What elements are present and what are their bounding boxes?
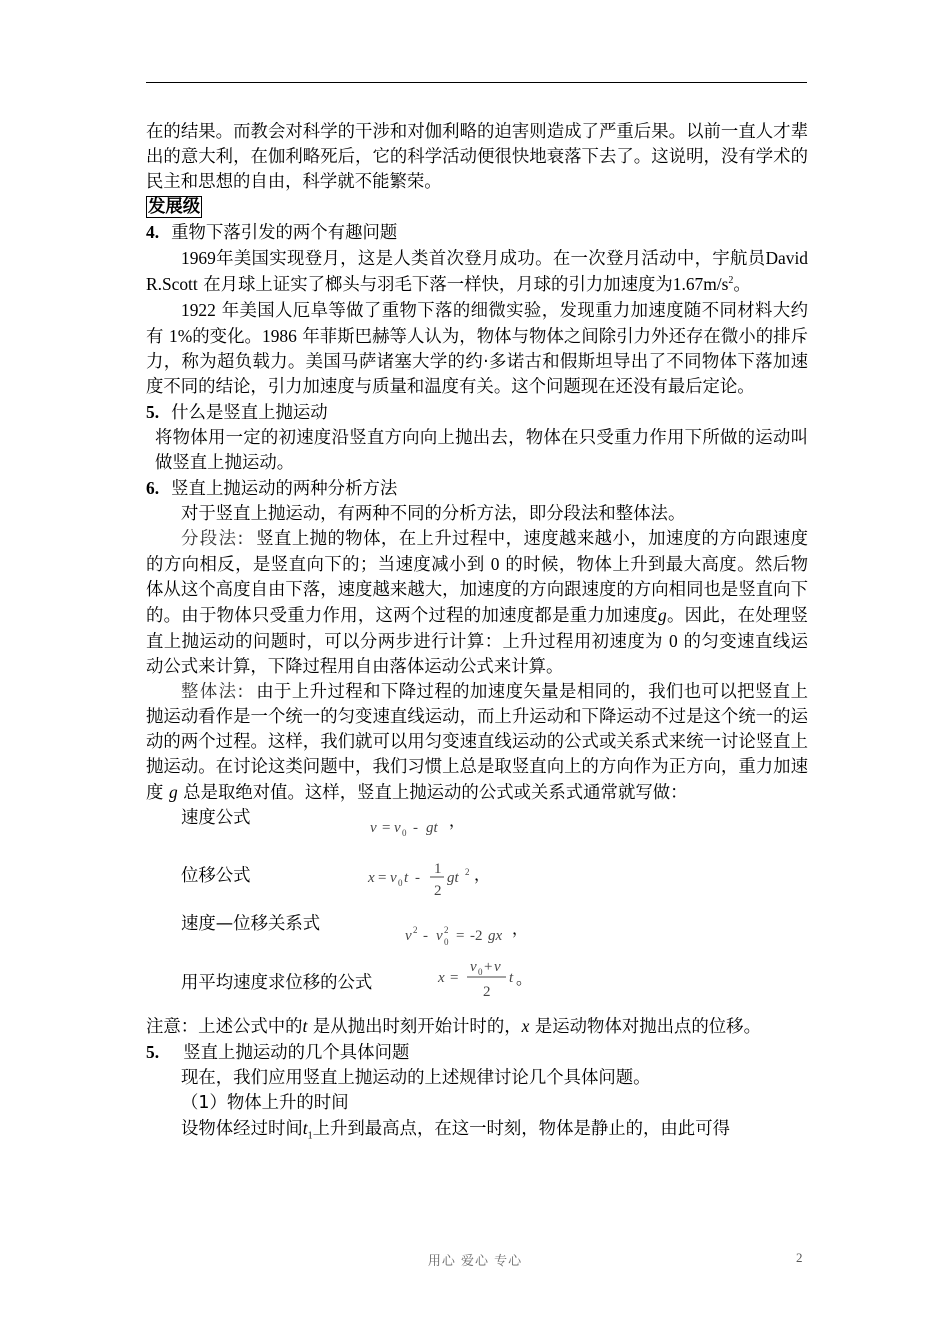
formula-average-velocity-row: [146, 959, 808, 1014]
section-heading-5b: 5. 竖直上抛运动的几个具体问题: [146, 1042, 410, 1063]
formula-average-velocity: [436, 950, 556, 1010]
svg-text:2: 2: [413, 925, 418, 935]
paragraph-apply: 现在，我们应用竖直上抛运动的上述规律讨论几个具体问题。: [181, 1068, 651, 1088]
paragraph-rise-time: 设物体经过时间$t_1$上升到最高点，在这一时刻，物体是静止的，由此可得: [181, 1118, 730, 1142]
svg-text:v: v: [394, 820, 401, 836]
svg-text:-: -: [415, 870, 420, 886]
svg-text:。: 。: [516, 969, 533, 988]
svg-text:v: v: [390, 870, 397, 886]
paragraph-conclusion: 在的结果。而教会对科学的干涉和对伽利略的迫害则造成了严重后果。以前一直人才辈出的意大利，在伽利略死后，它的科学活动便很快地衰落下去了。这说明，没有学术的民主和思想的自由，科学就不能繁荣。: [146, 122, 808, 192]
document-body: [146, 120, 808, 1142]
svg-text:-2: -2: [470, 928, 483, 944]
paragraph-two-methods: 对于竖直上抛运动，有两种不同的分析方法，即分段法和整体法。: [181, 504, 686, 524]
svg-text:x: x: [438, 970, 445, 986]
header-rule: [146, 82, 807, 83]
paragraph-whole-method: 整体法: 由于上升过程和下降过程的加速度矢量是相同的，我们也可以把竖直上抛运动看作是一个统一的匀变速直线运动，而上升运动和下降运动不过是这个统一的运动的两个过程。这样，我们就可以用匀变速直线运动的公式或关系式来统一讨论竖直上抛运动。在讨论这类问题中，我们习惯上总是取竖直向上的方向作为正方向，重力加速度 g 总是取绝对值。这样，竖直上抛运动的公式或关系式通常就写做：: [146, 682, 808, 803]
level-label: 发展级: [148, 197, 201, 217]
svg-text:+: +: [484, 959, 493, 975]
footer-slogan: 用心 爱心 专心: [427, 1254, 523, 1269]
formula-average-velocity-label: 用平均速度求位移的公式: [181, 973, 373, 993]
svg-text:v: v: [494, 959, 501, 975]
formula-velocity-displacement-label: 速度—位移关系式: [181, 914, 321, 934]
svg-text:-: -: [423, 928, 428, 944]
formula-velocity-displacement: [402, 920, 542, 954]
svg-text:gx: gx: [488, 928, 503, 944]
paragraph-moon-landing: 1969年美国实现登月，这是人类首次登月成功。在一次登月活动中，宇航员David R.Scott 在月球上证实了榔头与羽毛下落一样快，月球的引力加速度为$1.67m/s^2$。: [146, 248, 808, 295]
svg-text:，: ，: [512, 920, 529, 938]
paragraph-segment-method: 分段法: 竖直上抛的物体，在上升过程中，速度越来越小，加速度的方向跟速度的方向相反，是竖直向下的；当速度减小到 0 的时候，物体上升到最大高度。然后物体从这个高度自由下落，速度越来越大，加速度的方向跟速度的方向相同也是竖直向下的。由于物体只受重力作用，这两个过程的加速度都是重力加速度g。因此，在处理竖直上抛运动的问题时，可以分两步进行计算：上升过程用初速度为 0 的匀变速直线运动公式来计算，下降过程用自由落体运动公式来计算。: [146, 529, 808, 677]
svg-text:gt: gt: [447, 870, 459, 886]
svg-text:v: v: [370, 820, 377, 836]
svg-text:2: 2: [465, 867, 470, 877]
svg-text:0: 0: [478, 967, 483, 977]
svg-text:1: 1: [434, 861, 442, 877]
svg-text:=: =: [378, 870, 387, 886]
svg-text:，: ，: [449, 811, 466, 830]
svg-text:v: v: [436, 928, 443, 944]
svg-text:2: 2: [444, 925, 449, 935]
formula-displacement-row: [146, 862, 808, 914]
svg-text:=: =: [456, 928, 465, 944]
svg-text:x: x: [368, 870, 375, 886]
formula-velocity: [366, 810, 476, 844]
paragraph-note: 注意：上述公式中的t 是从抛出时刻开始计时的，x 是运动物体对抛出点的位移。: [146, 1016, 761, 1037]
formula-displacement-label: 位移公式: [181, 866, 251, 886]
svg-text:2: 2: [434, 883, 442, 899]
svg-text:0: 0: [402, 828, 407, 838]
svg-text:v: v: [405, 928, 412, 944]
svg-text:=: =: [450, 970, 459, 986]
formula-velocity-label: 速度公式: [181, 808, 251, 828]
svg-text:0: 0: [398, 878, 403, 888]
paragraph-definition: 将物体用一定的初速度沿竖直方向向上抛出去，物体在只受重力作用下所做的运动叫做竖直上抛运动。: [155, 428, 808, 473]
svg-text:2: 2: [483, 984, 491, 1000]
svg-text:t: t: [404, 870, 409, 886]
svg-text:t: t: [509, 970, 514, 986]
svg-text:0: 0: [444, 937, 449, 947]
formula-displacement: [366, 850, 506, 908]
section-heading-5: 5. 什么是竖直上抛运动: [146, 402, 328, 423]
section-heading-4: 4. 重物下落引发的两个有趣问题: [146, 222, 398, 243]
svg-text:-: -: [413, 820, 418, 836]
svg-text:v: v: [470, 959, 477, 975]
svg-text:，: ，: [474, 865, 491, 884]
svg-text:gt: gt: [426, 820, 438, 836]
section-heading-6: 6. 竖直上抛运动的两种分析方法: [146, 478, 398, 499]
paragraph-subtitle-1: （1）物体上升的时间: [181, 1093, 349, 1113]
svg-text:=: =: [382, 820, 391, 836]
paragraph-experiments: 1922 年美国人厄阜等做了重物下落的细微实验，发现重力加速度随不同材料大约有 1%的变化。1986 年菲斯巴赫等人认为，物体与物体之间除引力外还存在微小的排斥力，称为超负载力。美国马萨诸塞大学的约·多诺古和假斯坦导出了不同物体下落加速度不同的结论，引力加速度与质量和温度有关。这个问题现在还没有最后定论。: [146, 300, 808, 397]
page-number: 2: [796, 1250, 803, 1265]
